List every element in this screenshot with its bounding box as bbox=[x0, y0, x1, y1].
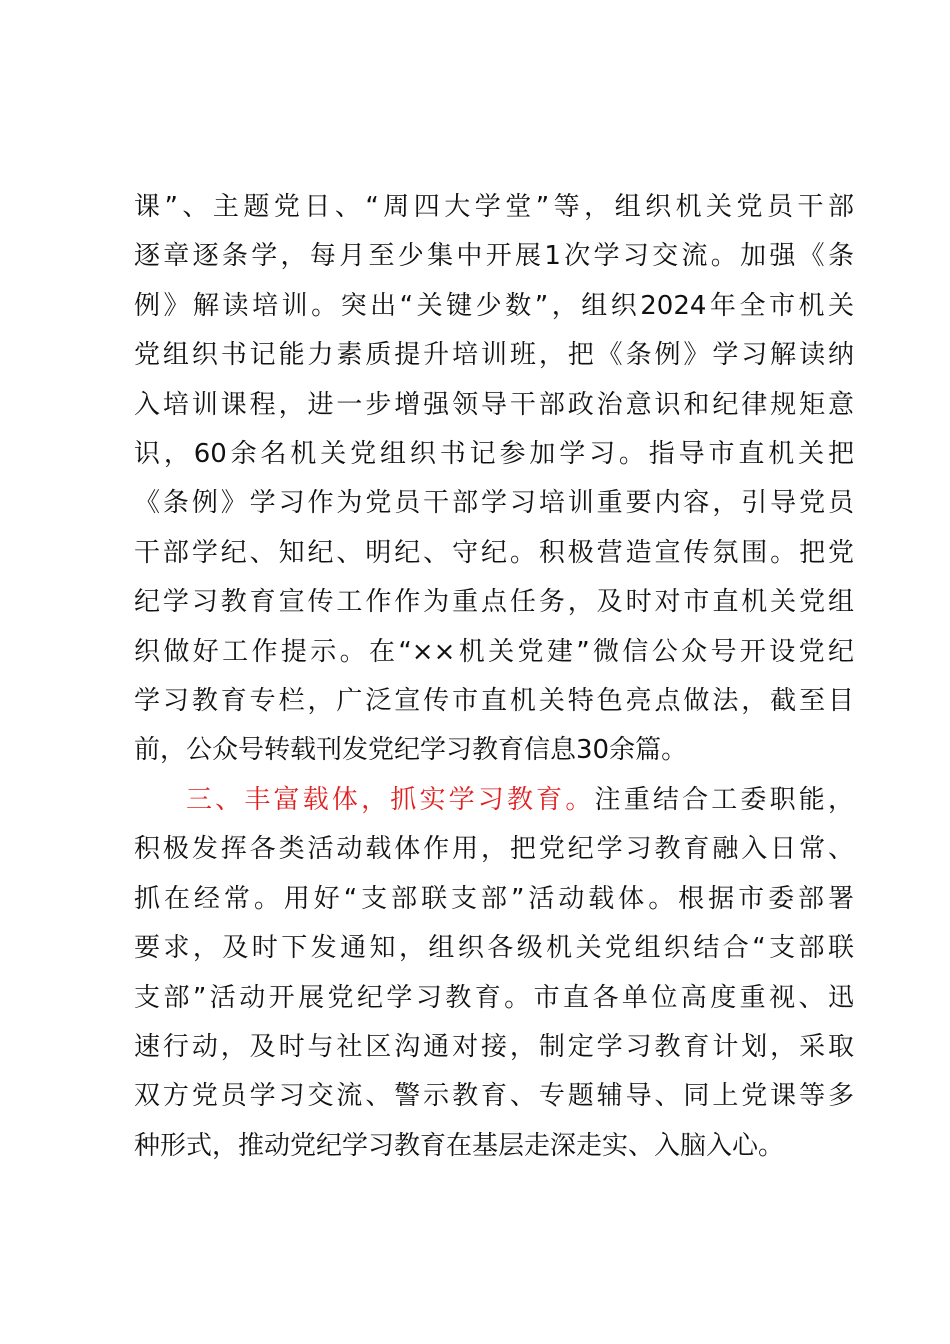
paragraph-line: 积极发挥各类活动载体作用，把党纪学习教育融入日常、 bbox=[134, 834, 854, 865]
paragraph-line: 干部学纪、知纪、明纪、守纪。积极营造宣传氛围。把党 bbox=[134, 537, 854, 568]
paragraph-line: 入培训课程，进一步增强领导干部政治意识和纪律规矩意 bbox=[134, 389, 854, 420]
paragraph-line: 纪学习教育宣传工作作为重点任务，及时对市直机关党组 bbox=[134, 587, 854, 618]
paragraph-line: 逐章逐条学，每月至少集中开展1次学习交流。加强《条 bbox=[134, 241, 854, 272]
paragraph-line: 学习教育专栏，广泛宣传市直机关特色亮点做法，截至目 bbox=[134, 685, 854, 716]
paragraph-line: 要求，及时下发通知，组织各级机关党组织结合“支部联 bbox=[134, 933, 854, 964]
paragraph-text: 注重结合工委职能， bbox=[594, 785, 854, 815]
paragraph-line: 党组织书记能力素质提升培训班，把《条例》学习解读纳 bbox=[134, 340, 854, 371]
paragraph-line: 识，60余名机关党组织书记参加学习。指导市直机关把 bbox=[134, 438, 854, 469]
paragraph-line: 种形式，推动党纪学习教育在基层走深走实、入脑入心。 bbox=[134, 1130, 785, 1161]
paragraph-line: 课”、主题党日、“周四大学堂”等，组织机关党员干部 bbox=[134, 192, 854, 222]
paragraph-2 bbox=[134, 776, 854, 1171]
paragraph-line: 双方党员学习交流、警示教育、专题辅导、同上党课等多 bbox=[134, 1081, 854, 1112]
paragraph-line: 速行动，及时与社区沟通对接，制定学习教育计划，采取 bbox=[134, 1031, 854, 1062]
paragraph-line: 支部”活动开展党纪学习教育。市直各单位高度重视、迅 bbox=[134, 982, 854, 1013]
paragraph-line: 抓在经常。用好“支部联支部”活动载体。根据市委部署 bbox=[134, 883, 854, 914]
paragraph-first-line bbox=[134, 776, 854, 825]
section-heading: 三、丰富载体，抓实学习教育。 bbox=[186, 785, 595, 815]
paragraph-line: 前，公众号转载刊发党纪学习教育信息30余篇。 bbox=[134, 735, 688, 766]
paragraph-1 bbox=[134, 183, 854, 776]
paragraph-line: 《条例》学习作为党员干部学习培训重要内容，引导党员 bbox=[134, 488, 854, 519]
paragraph-line: 织做好工作提示。在“××机关党建”微信公众号开设党纪 bbox=[134, 636, 854, 667]
paragraph-line: 例》解读培训。突出“关键少数”，组织2024年全市机关 bbox=[134, 290, 854, 321]
